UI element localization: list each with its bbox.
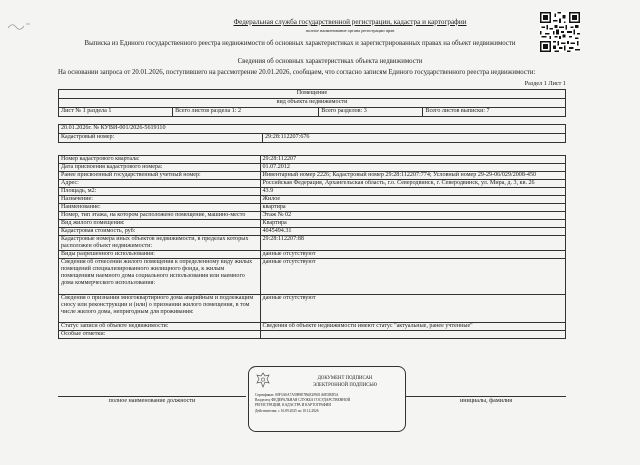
table-row xyxy=(59,188,566,196)
document-number-table xyxy=(58,124,566,143)
extract-title: Выписка из Единого государственного реестра недвижимости об основных характеристиках и зарегистрированных правах на объект недвижимости xyxy=(84,40,516,47)
table-row xyxy=(59,164,566,172)
sheets-in-section: Всего листов раздела 1: 2 xyxy=(173,108,319,117)
field-value xyxy=(260,331,566,339)
field-label: Наименование: xyxy=(59,204,261,212)
position-signature-line xyxy=(58,396,246,397)
stamp-certificate: Сертификат: 00F3A0A7A5989E7B6E2F601A0E5BD5A xyxy=(255,393,339,397)
field-label: Номер кадастрового квартала: xyxy=(59,156,261,164)
field-value: 4045494.31 xyxy=(260,228,566,236)
sheets-total: Всего листов выписки: 7 xyxy=(423,108,566,117)
object-type: Помещение xyxy=(59,90,566,99)
eagle-emblem-icon xyxy=(255,371,271,389)
table-row xyxy=(59,156,566,164)
name-signature-line xyxy=(406,396,566,397)
agency-title: Федеральная служба государственной регистрации, кадастра и картографии xyxy=(233,18,467,26)
info-title: Сведения об основных характеристиках объекта недвижимости xyxy=(237,58,423,65)
field-value: Этаж № 02 xyxy=(260,212,566,220)
request-text: На основании запроса от 20.01.2026, поступившего на рассмотрение 20.01.2026, сообщаем, что согласно записям Единого государственного реестра недвижимости: xyxy=(58,69,536,76)
table-row xyxy=(59,295,566,323)
cadastral-number-label: Кадастровый номер: xyxy=(59,134,263,143)
stamp-line-1: ДОКУМЕНТ ПОДПИСАН xyxy=(317,376,373,381)
table-row xyxy=(59,196,566,204)
field-label: Кадастровая стоимость, руб: xyxy=(59,228,261,236)
field-label: Кадастровые номера иных объектов недвижимости, в пределах которых расположен объект недвижимости: xyxy=(59,236,261,251)
field-value: Сведения об объекте недвижимости имеют статус "актуальные, ранее учтенные" xyxy=(260,323,566,331)
table-row xyxy=(59,180,566,188)
stamp-owner: Владелец: ФЕДЕРАЛЬНАЯ СЛУЖБА ГОСУДАРСТВЕННОЙ xyxy=(255,398,351,403)
table-row xyxy=(59,204,566,212)
table-row xyxy=(59,228,566,236)
characteristics-table xyxy=(58,155,566,339)
table-row xyxy=(59,236,566,251)
cadastral-number-value: 29:28:112207:676 xyxy=(263,134,566,143)
object-type-caption: вид объекта недвижимости xyxy=(59,99,566,108)
table-row xyxy=(59,323,566,331)
field-value: Жилое xyxy=(260,196,566,204)
field-label: Сведения о признании многоквартирного дома аварийным и подлежащим сносу или реконструкции и (или) о признании жилого помещения, в том числе жилого дома, непригодным для проживания: xyxy=(59,295,261,323)
object-header-table xyxy=(58,89,566,117)
table-row xyxy=(59,331,566,339)
field-value: Российская Федерация, Архангельская область, г.о. Северодвинск, г. Северодвинск, ул. Мира, д. 3, кв. 26 xyxy=(260,180,566,188)
table-row xyxy=(59,251,566,259)
field-label: Сведения об отнесении жилого помещения к определенному виду жилых помещений специализированного жилищного фонда, к жилым помещениям наемного дома социального использования или наемного дома коммерческого использования: xyxy=(59,259,261,295)
table-row xyxy=(59,172,566,180)
document-number: 20.01.2026г. № КУВИ-001/2026-5619110 xyxy=(59,125,566,134)
electronic-signature-stamp xyxy=(248,366,406,432)
field-value: данные отсутствуют xyxy=(260,295,566,323)
field-label: Площадь, м2: xyxy=(59,188,261,196)
field-value: Квартира xyxy=(260,220,566,228)
field-value: 01.07.2012 xyxy=(260,164,566,172)
field-value: данные отсутствуют xyxy=(260,251,566,259)
field-value: квартира xyxy=(260,204,566,212)
field-label: Вид жилого помещения: xyxy=(59,220,261,228)
field-value: 29:28:112207:88 xyxy=(260,236,566,251)
name-label: инициалы, фамилия xyxy=(459,398,513,404)
field-label: Номер, тип этажа, на котором расположено помещение, машино-место xyxy=(59,212,261,220)
handwritten-mark xyxy=(6,18,46,34)
stamp-validity: Действителен: с 16.09.2025 по 10.12.2026 xyxy=(255,408,319,413)
stamp-owner-cont: РЕГИСТРАЦИИ, КАДАСТРА И КАРТОГРАФИИ xyxy=(255,403,331,408)
field-value: данные отсутствуют xyxy=(260,259,566,295)
table-row xyxy=(59,259,566,295)
section-sheet-label: Раздел 1 Лист 1 xyxy=(524,80,566,87)
table-row xyxy=(59,212,566,220)
field-label: Статус записи об объекте недвижимости: xyxy=(59,323,261,331)
field-label: Адрес: xyxy=(59,180,261,188)
field-label: Особые отметки: xyxy=(59,331,261,339)
field-value: 29:28:112207 xyxy=(260,156,566,164)
stamp-line-2: ЭЛЕКТРОННОЙ ПОДПИСЬЮ xyxy=(312,383,378,388)
sheet-section: Лист № 1 раздела 1 xyxy=(59,108,173,117)
stamp-details xyxy=(255,393,403,414)
qr-code-icon xyxy=(540,12,580,52)
field-label: Ранее присвоенный государственный учетный номер: xyxy=(59,172,261,180)
field-label: Дата присвоения кадастрового номера: xyxy=(59,164,261,172)
sections-total: Всего разделов: 3 xyxy=(319,108,423,117)
field-value: 43.9 xyxy=(260,188,566,196)
agency-subtitle: полное наименование органа регистрации прав xyxy=(305,28,395,33)
field-label: Назначение: xyxy=(59,196,261,204)
position-label: полное наименование должности xyxy=(108,398,196,404)
table-row xyxy=(59,220,566,228)
field-label: Виды разрешенного использования: xyxy=(59,251,261,259)
field-value: Инвентарный номер 2226; Кадастровый номер 29:28:112207:774; Условный номер 29-29-06/029/2008-450 xyxy=(260,172,566,180)
